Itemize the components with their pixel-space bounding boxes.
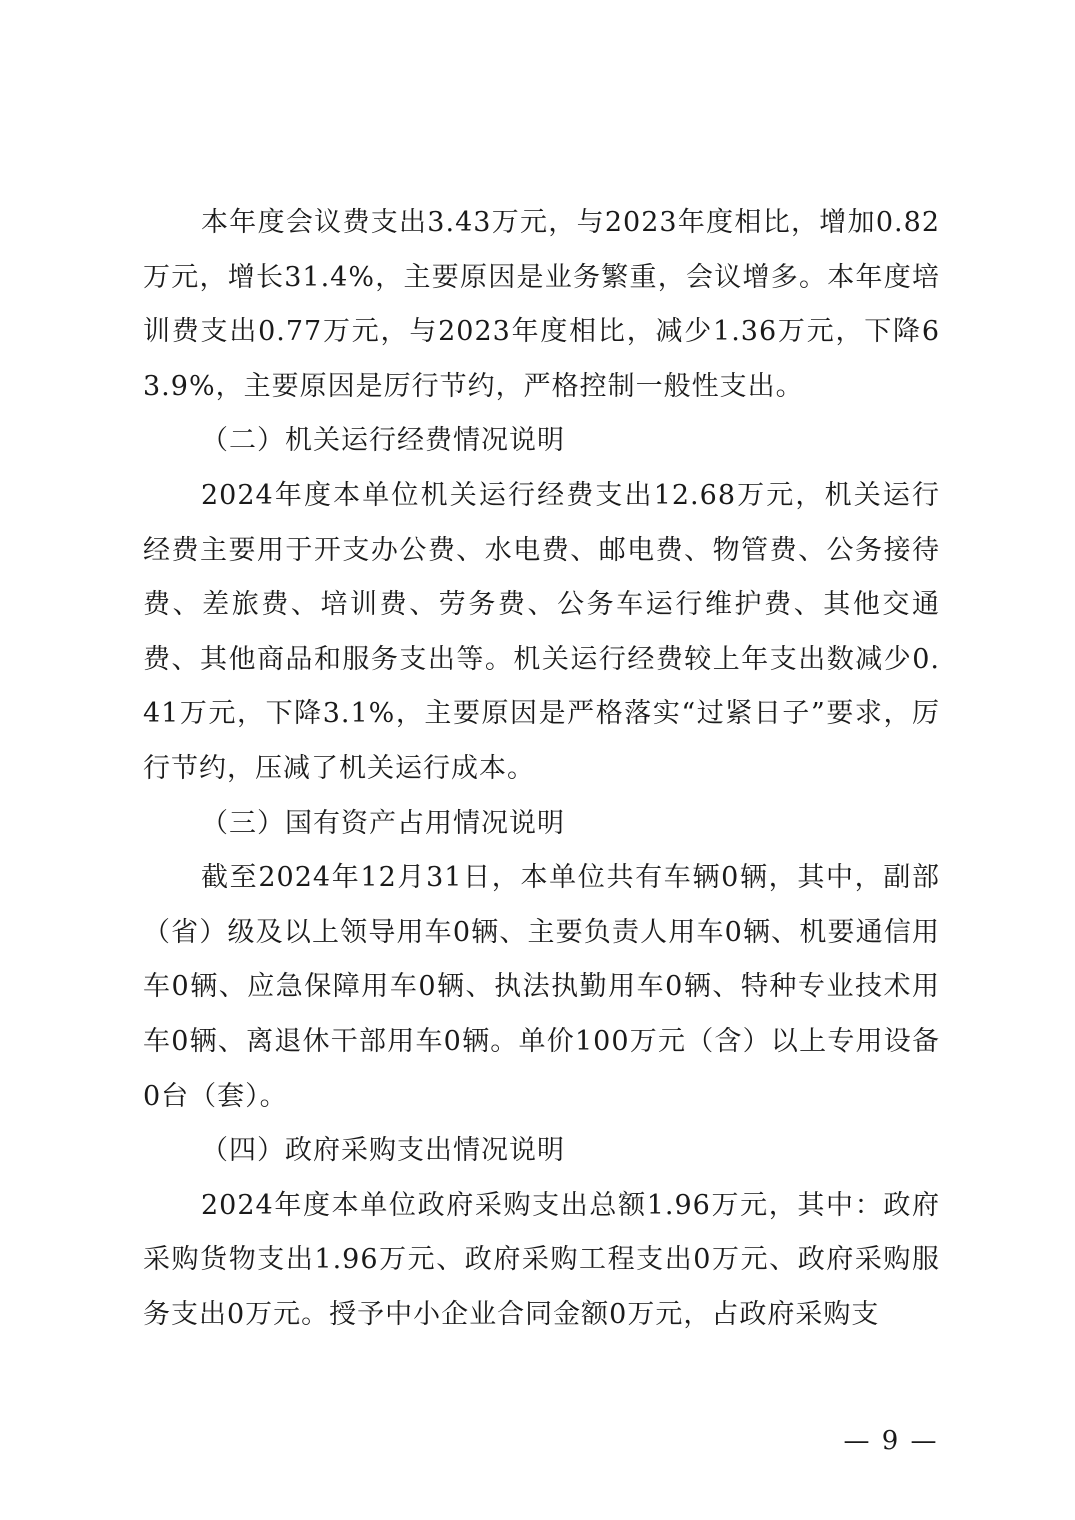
section-heading-operating-expenses: （二）机关运行经费情况说明 [201, 425, 565, 457]
document-body [143, 196, 940, 1342]
section-heading-government-procurement: （四）政府采购支出情况说明 [201, 1135, 565, 1167]
section-heading-state-assets: （三）国有资产占用情况说明 [201, 807, 565, 839]
state-assets-paragraph: 截至2024年12月31日，本单位共有车辆0辆，其中，副部（省）级及以上领导用车0辆、主要负责人用车0辆、机要通信用车0辆、应急保障用车0辆、执法执勤用车0辆、特种专业技术用车0辆、离退休干部用车0辆。单价100万元（含）以上专用设备0台（套）。 [143, 862, 940, 1112]
government-procurement-paragraph: 2024年度本单位政府采购支出总额1.96万元，其中：政府采购货物支出1.96万元、政府采购工程支出0万元、政府采购服务支出0万元。授予中小企业合同金额0万元，占政府采购支 [143, 1189, 940, 1330]
page-number: — 9 — [843, 1426, 939, 1456]
meeting-training-expense-paragraph: 本年度会议费支出3.43万元，与2023年度相比，增加0.82万元，增长31.4%，主要原因是业务繁重，会议增多。本年度培训费支出0.77万元，与2023年度相比，减少1.36万元，下降63.9%，主要原因是厉行节约，严格控制一般性支出。 [143, 207, 940, 402]
operating-expenses-paragraph: 2024年度本单位机关运行经费支出12.68万元，机关运行经费主要用于开支办公费、水电费、邮电费、物管费、公务接待费、差旅费、培训费、劳务费、公务车运行维护费、其他交通费、其他商品和服务支出等。机关运行经费较上年支出数减少0.41万元，下降3.1%，主要原因是严格落实“过紧日子”要求，厉行节约，压减了机关运行成本。 [143, 479, 940, 784]
